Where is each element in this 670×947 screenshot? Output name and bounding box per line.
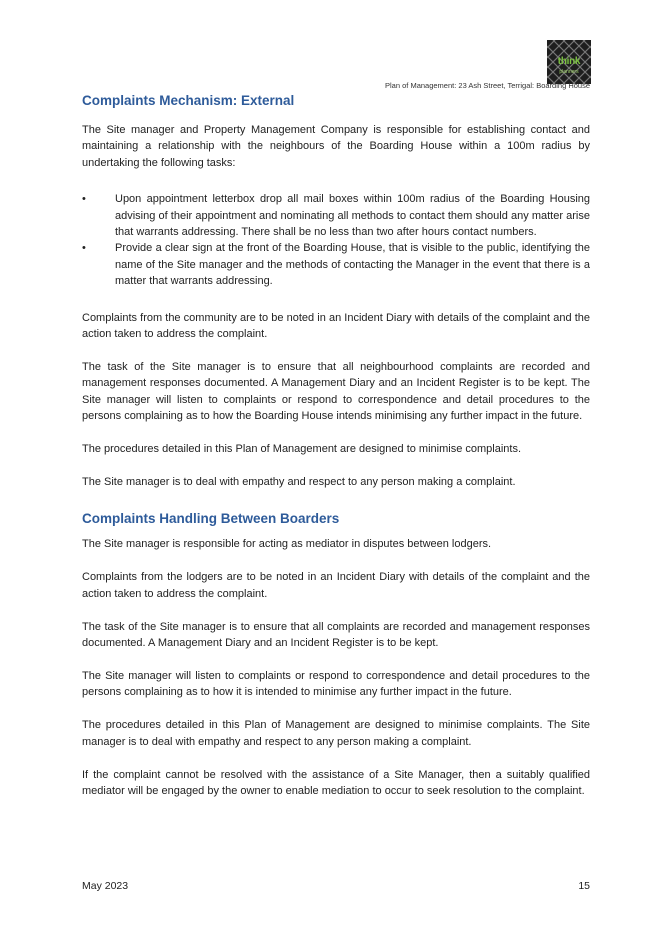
logo-text: think	[557, 56, 581, 67]
page-content	[82, 92, 590, 816]
paragraph: The Site manager is to deal with empathy and respect to any person making a complaint.	[82, 476, 516, 488]
paragraph: If the complaint cannot be resolved with the assistance of a Site Manager, then a suitably qualified mediator will be engaged by the owner to enable mediation to occur to seek resolution to the complaint.	[82, 768, 590, 797]
page-number: 15	[578, 880, 590, 892]
bullet-icon: •	[82, 193, 86, 206]
paragraph: Complaints from the community are to be noted in an Incident Diary with details of the complaint and the action taken to address the complaint.	[82, 311, 590, 341]
task-list-item: • Upon appointment letterbox drop all mail boxes within 100m radius of the Boarding Housing advising of their appointment and nominating all methods to contact them should any matter arise that warrants addressing. There shall be no less than two after hours contact numbers.	[82, 193, 590, 239]
paragraph: The Site manager is responsible for acting as mediator in disputes between lodgers.	[82, 538, 492, 551]
footer-date: May 2023	[82, 880, 129, 892]
paragraph: The procedures detailed in this Plan of Management are designed to minimise complaints. The Site manager is to deal with empathy and respect to any person making a complaint.	[82, 719, 590, 748]
section1-intro: The Site manager and Property Management Company is responsible for establishing contact and maintaining a relationship with the neighbours of the Boarding House within a 100m radius by undertaking the following tasks:	[82, 124, 590, 169]
logo-subtext: planners	[559, 69, 579, 75]
paragraph: Complaints from the lodgers are to be noted in an Incident Diary with details of the complaint and the action taken to address the complaint.	[82, 571, 590, 600]
bullet-icon: •	[82, 242, 86, 255]
paragraph: The task of the Site manager is to ensure that all complaints are recorded and management responses documented. A Management Diary and an Incident Register is to be kept.	[82, 620, 590, 650]
company-logo	[547, 40, 591, 84]
running-header: Plan of Management: 23 Ash Street, Terrigal: Boarding House	[385, 81, 590, 90]
task-list	[82, 191, 590, 289]
paragraph: The procedures detailed in this Plan of Management are designed to minimise complaints.	[82, 443, 522, 456]
section-heading-boarders: Complaints Handling Between Boarders	[82, 511, 340, 527]
paragraph: The task of the Site manager is to ensure that all neighbourhood complaints are recorded and management responses documented. A Management Diary and an Incident Register is to be kept. The Site manager will listen to complaints or respond to correspondence and detail procedures to the persons complaining as to how the Boarding House intends minimising any further impact in the future.	[82, 360, 590, 423]
section-heading-external: Complaints Mechanism: External	[82, 93, 295, 108]
task-list-item: • Provide a clear sign at the front of the Boarding House, that is visible to the public, identifying the name of the Site manager and the methods of contacting the Manager in the event that there is a matter that warrants addressing.	[82, 242, 590, 288]
paragraph: The Site manager will listen to complaints or respond to correspondence and detail procedures to the persons complaining as to how it is intended to minimise any further impact in the future.	[82, 669, 590, 699]
